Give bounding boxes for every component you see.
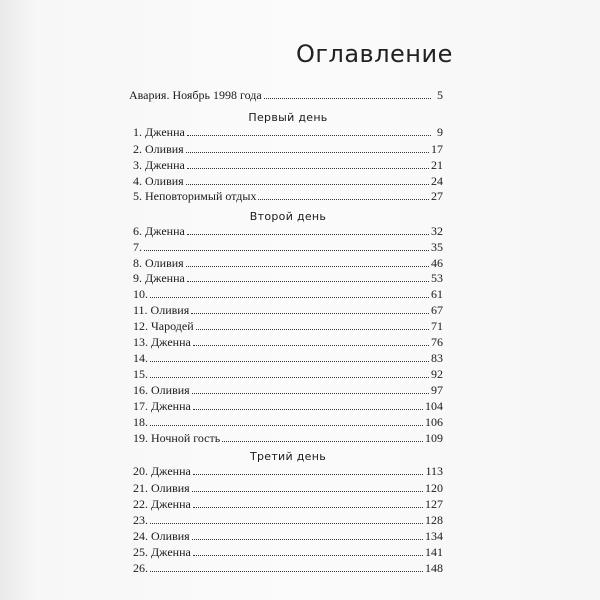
leader-dots [150, 361, 429, 362]
toc-entry [133, 172, 443, 188]
toc-label: 26. [133, 561, 148, 575]
leader-dots [264, 98, 431, 99]
toc-label: 9. Дженна [133, 271, 185, 285]
toc-entry [133, 333, 443, 349]
toc-entry [133, 543, 443, 559]
section-heading-day-2: Второй день [249, 210, 327, 223]
toc-page-number: 109 [425, 431, 443, 445]
toc-label: 11. Оливия [133, 303, 190, 317]
toc-page-number: 127 [425, 497, 443, 511]
toc-entry-intro [129, 86, 443, 102]
toc-entry [133, 123, 443, 139]
leader-dots [192, 539, 423, 540]
toc-page-number: 67 [431, 303, 443, 317]
toc-page-number: 5 [437, 88, 443, 102]
toc-page-number: 128 [425, 513, 443, 527]
toc-entry [133, 479, 443, 495]
toc-label: 24. Оливия [133, 529, 190, 543]
toc-label: 14. [133, 351, 148, 365]
leader-dots [150, 523, 423, 524]
toc-label: 7. [133, 240, 142, 254]
toc-entry [133, 527, 443, 543]
toc-page-number: 106 [425, 415, 443, 429]
toc-page-number: 46 [431, 256, 443, 270]
section-heading-day-1: Первый день [248, 111, 328, 124]
toc-page-number: 53 [431, 271, 443, 285]
leader-dots [187, 234, 429, 235]
leader-dots [196, 329, 429, 330]
leader-dots [150, 377, 429, 378]
leader-dots [186, 184, 429, 185]
toc-label: 16. Оливия [133, 383, 190, 397]
toc-entry [133, 365, 443, 381]
toc-label: 1. Дженна [133, 125, 185, 139]
toc-page-number: 92 [431, 367, 443, 381]
toc-label: 17. Дженна [133, 399, 191, 413]
toc-entry [133, 397, 443, 413]
leader-dots [150, 297, 429, 298]
toc-entry [133, 254, 443, 270]
toc-label: 15. [133, 367, 148, 381]
toc-entry [133, 381, 443, 397]
leader-dots [186, 152, 429, 153]
toc-page-number: 104 [425, 399, 443, 413]
toc-entry [133, 140, 443, 156]
toc-entry [133, 222, 443, 238]
toc-label: 4. Оливия [133, 174, 184, 188]
toc-label: 20. Дженна [133, 464, 191, 478]
toc-label: 19. Ночной гость [133, 431, 221, 445]
toc-label: 21. Оливия [133, 481, 190, 495]
toc-page-number: 120 [425, 481, 443, 495]
toc-page-number: 32 [431, 224, 443, 238]
toc-page-number: 24 [431, 174, 443, 188]
toc-page-number: 35 [431, 240, 443, 254]
leader-dots [186, 266, 429, 267]
toc-page-number: 141 [425, 545, 443, 559]
toc-label: 5. Неповторимый отдых [133, 189, 257, 203]
toc-entry [133, 187, 443, 203]
toc-label: 22. Дженна [133, 497, 191, 511]
section-heading-day-3: Третий день [249, 450, 327, 463]
toc-label: 25. Дженна [133, 545, 191, 559]
toc-entry [133, 317, 443, 333]
toc-page-number: 61 [431, 287, 443, 301]
toc-page-number: 71 [431, 319, 443, 333]
toc-label: 2. Оливия [133, 142, 184, 156]
toc-entry [133, 285, 443, 301]
toc-label: 13. Дженна [133, 335, 191, 349]
toc-page-number: 97 [431, 383, 443, 397]
toc-page-number: 148 [425, 561, 443, 575]
toc-page-number: 21 [431, 158, 443, 172]
toc-label: 10. [133, 287, 148, 301]
toc-entry [133, 559, 443, 575]
leader-dots [193, 507, 423, 508]
leader-dots [187, 168, 429, 169]
leader-dots [222, 441, 423, 442]
toc-entry [133, 349, 443, 365]
leader-dots [187, 135, 431, 136]
toc-entry [133, 511, 443, 527]
leader-dots [187, 281, 429, 282]
toc-page-number: 134 [425, 529, 443, 543]
leader-dots [192, 393, 429, 394]
toc-entry [133, 462, 443, 478]
toc-label: 12. Чародей [133, 319, 194, 333]
toc-page-number: 9 [437, 125, 443, 139]
toc-label: 18. [133, 415, 148, 429]
toc-entry [133, 413, 443, 429]
toc-entry [133, 495, 443, 511]
leader-dots [150, 571, 423, 572]
leader-dots [193, 345, 429, 346]
toc-page-number: 76 [431, 335, 443, 349]
toc-label: 8. Оливия [133, 256, 184, 270]
page-title: Оглавление [296, 40, 453, 68]
toc-label: 3. Дженна [133, 158, 185, 172]
leader-dots [191, 313, 429, 314]
toc-page-number: 17 [431, 142, 443, 156]
toc-label: 23. [133, 513, 148, 527]
toc-entry [133, 269, 443, 285]
leader-dots [144, 250, 429, 251]
leader-dots [192, 491, 423, 492]
leader-dots [258, 199, 429, 200]
toc-label: Авария. Ноябрь 1998 года [129, 88, 262, 102]
toc-entry [133, 429, 443, 445]
leader-dots [193, 555, 423, 556]
leader-dots [193, 474, 424, 475]
toc-entry [133, 238, 443, 254]
toc-label: 6. Дженна [133, 224, 185, 238]
leader-dots [150, 425, 423, 426]
toc-page-number: 27 [431, 189, 443, 203]
toc-page-number: 83 [431, 351, 443, 365]
toc-page-number: 113 [425, 464, 443, 478]
toc-entry [133, 156, 443, 172]
toc-entry [133, 301, 443, 317]
leader-dots [193, 409, 423, 410]
